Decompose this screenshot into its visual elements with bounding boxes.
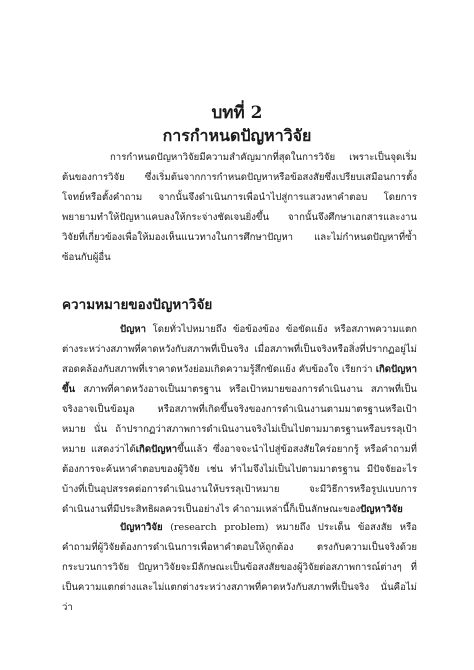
- section-heading: ความหมายของปัญหาวิจัย: [62, 297, 213, 313]
- chapter-title: การกำหนดปัญหาวิจัย: [162, 126, 312, 145]
- term-research-problem: ปัญหาวิจัย: [120, 522, 163, 533]
- definition-text-a: โดยทั่วไปหมายถึง ข้อข้องข้อง ข้อขัดแย้ง หรือสภาพความแตกต่างระหว่างสภาพที่คาดหวังกับสภาพที่เป็นจริง เมื่อสภาพที่เป็นจริงหรือสิ่งที่ปรากฏอยู่ไม่สอดคล้องกับสภาพที่เราคาดหวังย่อมเกิดความรู้สึกขัดแย้ง คับข้องใจ เรียกว่า: [62, 324, 417, 375]
- definition-text-c: ขึ้นแล้ว ซึ่งอาจจะนำไปสู่ข้อสงสัยใคร่อยากรู้ หรือคำถามที่ต้องการจะค้นหาคำตอบของผู้วิจัย เช่น ทำไมจึงไม่เป็นไปตามมาตรฐาน มีปัจจัยอะไรบ้างที่เป็นอุปสรรคต่อการดำเนินงานให้บรรลุเป้าหมาย จะมีวิธีการหรือรูปแบบการดำเนินงานที่มีประสิทธิผลควรเป็นอย่างไร คำถามเหล่านี้ก็เป็นลักษณะของ: [62, 444, 417, 515]
- term-research-problem-inline: ปัญหาวิจัย: [360, 504, 403, 515]
- term-problem: ปัญหา: [120, 324, 146, 335]
- definition-text-b: สภาพที่คาดหวังอาจเป็นมาตรฐาน หรือเป้าหมายของการดำเนินงาน สภาพที่เป็นจริงอาจเป็นข้อมูล หรือสภาพที่เกิดขึ้นจริงของการดำเนินงานตามมาตรฐานหรือเป้าหมาย นั่น ถ้าปรากฏว่าสภาพการดำเนินงานจริงไม่เป็นไปตามมาตรฐานหรือบรรลุเป้าหมาย แสดงว่าได้: [62, 384, 417, 455]
- term-problem-arises: เกิดปัญหาขึ้น: [62, 364, 417, 395]
- definition-paragraph-research-problem: [62, 518, 417, 618]
- definition2-text: (research problem) หมายถึง ประเด็น ข้อสงสัย หรือคำถามที่ผู้วิจัยต้องการดำเนินการเพื่อหาคำตอบให้ถูกต้อง ตรงกับความเป็นจริงด้วยกระบวนการวิจัย ปัญหาวิจัยจะมีลักษณะเป็นข้อสงสัยของผู้วิจัยต่อสภาพการณ์ต่างๆ ที่เป็นความแตกต่างและไม่แตกต่างระหว่างสภาพที่คาดหวังกับสภาพที่เป็นจริง นั่นคือไม่ว่า: [62, 522, 417, 613]
- term-problem-occurred: เกิดปัญหา: [135, 444, 178, 455]
- definition-paragraph-problem: [62, 320, 417, 520]
- chapter-number: บทที่ 2: [211, 103, 263, 123]
- intro-paragraph: การกำหนดปัญหาวิจัยมีความสำคัญมากที่สุดในการวิจัย เพราะเป็นจุดเริ่มต้นของการวิจัย ซึ่งเริ่มต้นจากการกำหนดปัญหาหรือข้อสงสัยซึ่งเปรียบเสมือนการตั้งโจทย์หรือตั้งคำถาม จากนั้นจึงดำเนินการเพื่อนำไปสู่การแสวงหาคำตอบ โดยการพยายามทำให้ปัญหาแคบลงให้กระจ่างชัดเจนยิ่งขึ้น จากนั้นจึงศึกษาเอกสารและงานวิจัยที่เกี่ยวข้องเพื่อให้มองเห็นแนวทางในการศึกษาปัญหา และไม่กำหนดปัญหาที่ซ้ำซ้อนกับผู้อื่น: [62, 152, 417, 263]
